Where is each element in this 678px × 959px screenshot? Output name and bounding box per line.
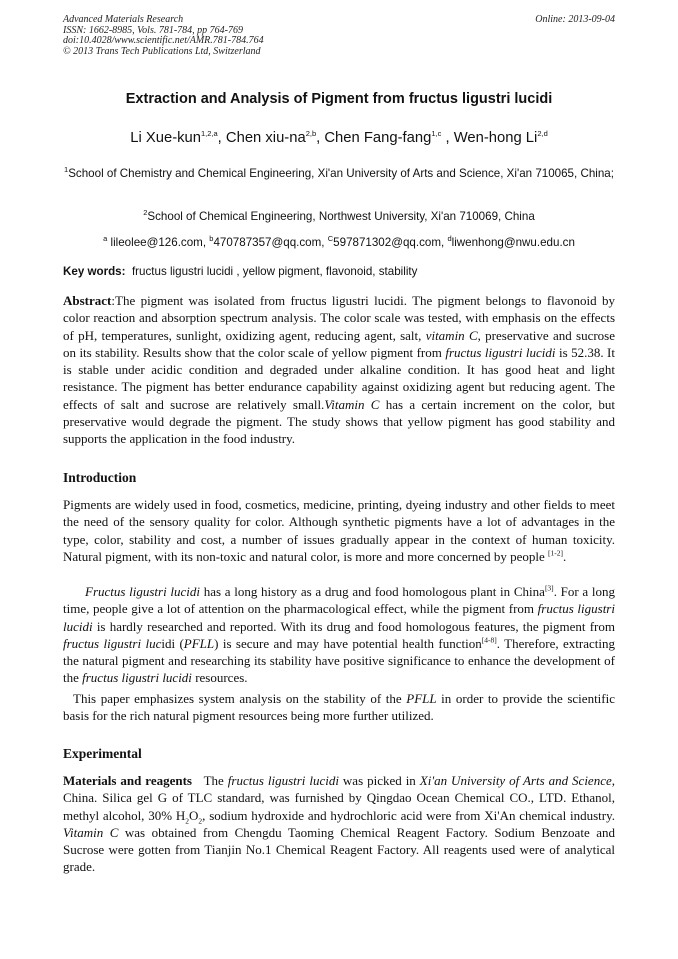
paragraph-text: is hardly researched and reported. With its drug and food homologous features, the pigment from — [92, 618, 615, 634]
intro-paragraph-1 — [63, 496, 615, 565]
subscript: 2 — [185, 816, 190, 826]
journal-header — [63, 15, 264, 57]
paragraph-text: was picked in — [338, 773, 420, 788]
affiliation-1 — [62, 165, 616, 182]
author-affiliation-mark: 1,2,a — [200, 129, 218, 139]
author-emails — [62, 234, 616, 251]
journal-doi: doi:10.4028/www.scientific.net/AMR.781-784.764 — [63, 35, 264, 46]
materials-paragraph — [63, 772, 615, 876]
affiliation-text: School of Chemical Engineering, Northwest University, Xi'an 710069, China — [147, 210, 535, 223]
intro-paragraph-2 — [63, 583, 615, 687]
journal-copyright: © 2013 Trans Tech Publications Ltd, Switzerland — [63, 45, 261, 57]
citation-ref: [3] — [544, 583, 554, 593]
journal-name: Advanced Materials Research — [63, 14, 184, 25]
author-affiliation-mark: 2,d — [537, 129, 548, 139]
email-address: lileolee@126.com, — [110, 236, 207, 249]
keywords-text: fructus ligustri lucidi , yellow pigment, flavonoid, stability — [131, 265, 418, 278]
email-mark: C — [327, 234, 334, 244]
paragraph-text: . For a long time, people give a lot of attention on the pharmacological effect, while the pigment from — [63, 584, 615, 617]
keywords-label: Key words: — [63, 265, 126, 278]
paragraph-text: This paper emphasizes system analysis on the stability of the — [73, 691, 407, 706]
abstract-label: Abstract — [63, 293, 112, 308]
paragraph-term: Xi'an University of Arts and Science — [419, 773, 612, 788]
author-name: Li Xue-kun — [130, 130, 201, 146]
email-mark: d — [447, 234, 452, 244]
abstract — [63, 292, 615, 448]
paragraph-text: . — [563, 548, 567, 564]
paragraph-text: O — [189, 807, 199, 823]
paragraph-text: in order to provide the scientific basis for the rich natural pigment resources being more further utilized. — [63, 691, 615, 724]
paragraph-text: idi ( — [161, 635, 184, 651]
email-address: liwenhong@nwu.edu.cn — [451, 236, 575, 249]
intro-paragraph-3 — [63, 690, 615, 725]
citation-ref: [4-8] — [481, 635, 497, 645]
author-name: Chen Fang-fang — [324, 130, 432, 146]
author-list: Li Xue-kun$^{1,2,a}$, Chen xiu-na$^{2,b}$, Chen Fang-fang$^{1,c}$ , Wen-hong Li$^{2,d}$ — [130, 129, 548, 146]
paragraph-term: fructus ligustri lucidi — [227, 773, 339, 788]
experimental-heading: Experimental — [63, 746, 142, 761]
paragraph-text: , sodium hydroxide and hydrochloric acid were from Xi'An chemical industry. — [202, 807, 615, 823]
paragraph-text: , China. Silica gel G of TLC standard, was furnished by Qingdao Ocean Chemical CO., LTD. Ethanol, methyl alcohol, 30% H — [63, 773, 615, 823]
paragraph-term: PFLL — [406, 691, 437, 706]
abstract-term: fructus ligustri lucidi — [445, 344, 556, 360]
author-name: Wen-hong Li — [453, 130, 538, 146]
abstract-text: The pigment was isolated from fructus ligustri lucidi. The pigment belongs to flavonoid by color reaction and absorption spectrum analysis. The color scale was tested, with emphasis on the effects of pH, temperatures, sunlight, oxidizing agent, reducing agent, salt, — [63, 293, 615, 343]
paragraph-text: The — [199, 773, 228, 788]
affiliation-text: School of Chemistry and Chemical Engineering, Xi'an University of Arts and Science, Xi'an 710065, China; — [68, 167, 614, 180]
affiliation-2 — [62, 208, 616, 225]
paragraph-term: fructus ligustri lucidi — [63, 601, 615, 634]
paragraph-term: Vitamin C — [63, 824, 119, 840]
email-mark: a — [103, 234, 108, 244]
citation-ref: [1-2] — [548, 548, 564, 558]
affiliation-number: 2 — [143, 208, 148, 218]
introduction-heading: Introduction — [63, 470, 137, 485]
paragraph-term: Fructus ligustri lucidi — [85, 584, 201, 599]
paragraph-term: PFLL — [183, 635, 215, 651]
abstract-term: Vitamin C — [324, 396, 380, 412]
email-address: 597871302@qq.com, — [333, 236, 445, 249]
email-address: 470787357@qq.com, — [213, 236, 325, 249]
paragraph-text: ) is secure and may have potential health function — [214, 635, 482, 651]
author-name: Chen xiu-na — [225, 130, 306, 146]
paragraph-term: fructus ligustri lucidi — [82, 670, 192, 686]
paper-title: Extraction and Analysis of Pigment from fructus ligustri lucidi — [125, 91, 553, 107]
paragraph-text: was obtained from Chengdu Taoming Chemical Reagent Factory. Sodium Benzoate and Sucrose were gotten from Tianjin No.1 Chemical Reagent Factory. All reagents used were of analytical grade. — [63, 824, 615, 875]
abstract-text: has a certain increment on the color, but preservative would degrade the pigment. The study shows that yellow pigment has good stability and supports the application in the food industry. — [63, 396, 616, 447]
paragraph-text: Pigments are widely used in food, cosmetics, medicine, printing, dyeing industry and other fields to meet the need of the sensory quality for color. Although synthetic pigments have a lot of advantages in the type, color, stability and cost, a number of issues gradually appear in the context of human toxicity. Natural pigment, with its non-toxic and natural color, is more and more concerned by people — [63, 497, 615, 564]
journal-issn: ISSN: 1662-8985, Vols. 781-784, pp 764-769 — [63, 24, 243, 36]
keywords — [63, 265, 615, 278]
paragraph-term: fructus ligustri luc — [63, 635, 162, 651]
paragraph-text: has a long history as a drug and food homologous plant in China — [200, 584, 545, 599]
online-date: Online: 2013-09-04 — [535, 14, 615, 25]
abstract-separator: : — [111, 293, 116, 308]
abstract-text: , preservative and sucrose on its stability. Results show that the color scale of yellow pigment from — [63, 327, 616, 360]
abstract-text: is 52.38. It is stable under acidic condition and degraded under alkaline condition. It has good heat and light resistance. The pigment has better endurance capability against oxidizing agent but reducing agent. The effects of salt and sucrose are relatively small. — [63, 344, 615, 412]
paragraph-text: resources. — [191, 670, 248, 686]
subscript: 2 — [198, 816, 203, 826]
author-affiliation-mark: 1,c — [431, 129, 442, 139]
subsection-label: Materials and reagents — [63, 773, 192, 788]
paragraph-text: . Therefore, extracting the natural pigment and researching its stability have positive significance to enhance the development of the — [63, 635, 615, 686]
email-mark: b — [209, 234, 214, 244]
affiliation-number: 1 — [64, 165, 69, 175]
author-affiliation-mark: 2,b — [305, 129, 317, 139]
abstract-term: vitamin C — [425, 327, 478, 343]
